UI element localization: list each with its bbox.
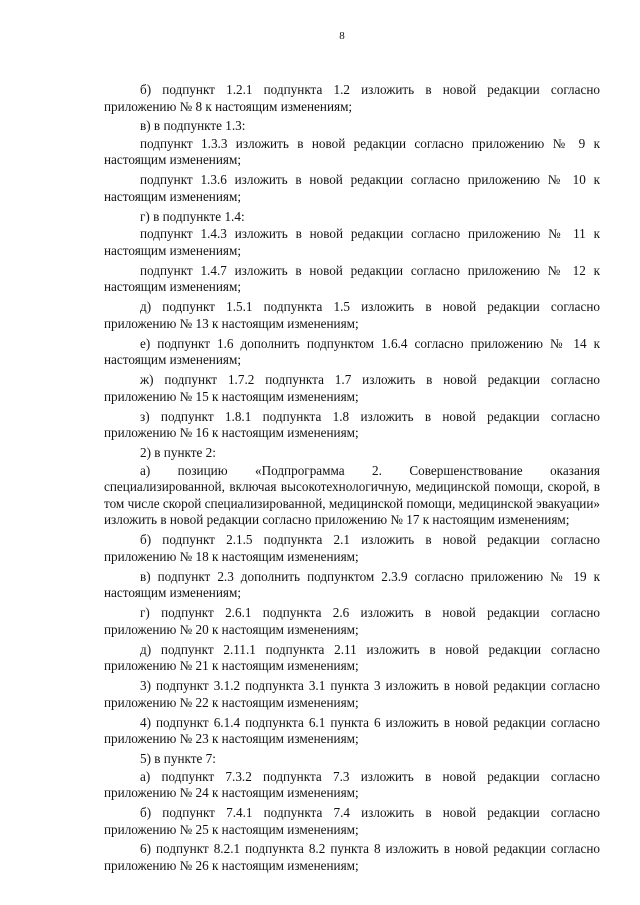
paragraph-1-3-6: подпункт 1.3.6 изложить в новой редакции согласно приложению № 10 к настоящим изменениям; [104,172,600,204]
paragraph-1-2-1: б) подпункт 1.2.1 подпункта 1.2 изложить в новой редакции согласно приложению № 8 к настоящим изменениям; [104,82,600,114]
document-body [104,82,600,878]
paragraph-2-3-9: в) подпункт 2.3 дополнить подпунктом 2.3.9 согласно приложению № 19 к настоящим изменениям; [104,568,600,601]
paragraph-6-1-4: 4) подпункт 6.1.4 подпункта 6.1 пункта 6 изложить в новой редакции согласно приложению № 23 к настоящим изменениям; [104,714,600,747]
paragraph-1-4-heading: г) в подпункте 1.4: [140,208,245,224]
paragraph-2-subprogram: а) позицию «Подпрограмма 2. Совершенствование оказания специализированной, включая высокотехнологичную, медицинской помощи, скорой, в том числе скорой специализированной, медицинской помощи, медицинской эвакуации» изложить в новой редакции согласно приложению № 17 к настоящим изменениям; [104,462,600,528]
paragraph-7-heading: 5) в пункте 7: [140,751,216,767]
paragraph-1-4-7: подпункт 1.4.7 изложить в новой редакции согласно приложению № 12 к настоящим изменениям; [104,262,600,295]
paragraph-1-4-3: подпункт 1.4.3 изложить в новой редакции согласно приложению № 11 к настоящим изменениям; [104,226,600,258]
paragraph-1-3-3: подпункт 1.3.3 изложить в новой редакции согласно приложению № 9 к настоящим изменениям; [104,135,600,168]
paragraph-7-4-1: б) подпункт 7.4.1 подпункта 7.4 изложить в новой редакции согласно приложению № 25 к настоящим изменениям; [104,804,600,837]
paragraph-3-1-2: 3) подпункт 3.1.2 подпункта 3.1 пункта 3 изложить в новой редакции согласно приложению № 22 к настоящим изменениям; [104,678,600,710]
paragraph-1-8-1: з) подпункт 1.8.1 подпункта 1.8 изложить в новой редакции согласно приложению № 16 к настоящим изменениям; [104,408,600,441]
paragraph-2-11-1: д) подпункт 2.11.1 подпункта 2.11 изложить в новой редакции согласно приложению № 21 к настоящим изменениям; [104,641,600,674]
page-number: 8 [339,30,345,42]
paragraph-2-6-1: г) подпункт 2.6.1 подпункта 2.6 изложить в новой редакции согласно приложению № 20 к настоящим изменениям; [104,605,600,637]
paragraph-2-heading: 2) в пункте 2: [140,445,216,461]
paragraph-8-2-1: 6) подпункт 8.2.1 подпункта 8.2 пункта 8 изложить в новой редакции согласно приложению № 26 к настоящим изменениям; [104,841,600,874]
paragraph-1-3-heading: в) в подпункте 1.3: [140,118,246,134]
paragraph-1-6-4: е) подпункт 1.6 дополнить подпунктом 1.6.4 согласно приложению № 14 к настоящим изменениям; [104,335,600,368]
paragraph-7-3-2: а) подпункт 7.3.2 подпункта 7.3 изложить в новой редакции согласно приложению № 24 к настоящим изменениям; [104,768,600,801]
paragraph-1-5-1: д) подпункт 1.5.1 подпункта 1.5 изложить в новой редакции согласно приложению № 13 к настоящим изменениям; [104,299,600,331]
paragraph-2-1-5: б) подпункт 2.1.5 подпункта 2.1 изложить в новой редакции согласно приложению № 18 к настоящим изменениям; [104,532,600,564]
paragraph-1-7-2: ж) подпункт 1.7.2 подпункта 1.7 изложить в новой редакции согласно приложению № 15 к настоящим изменениям; [104,372,600,404]
